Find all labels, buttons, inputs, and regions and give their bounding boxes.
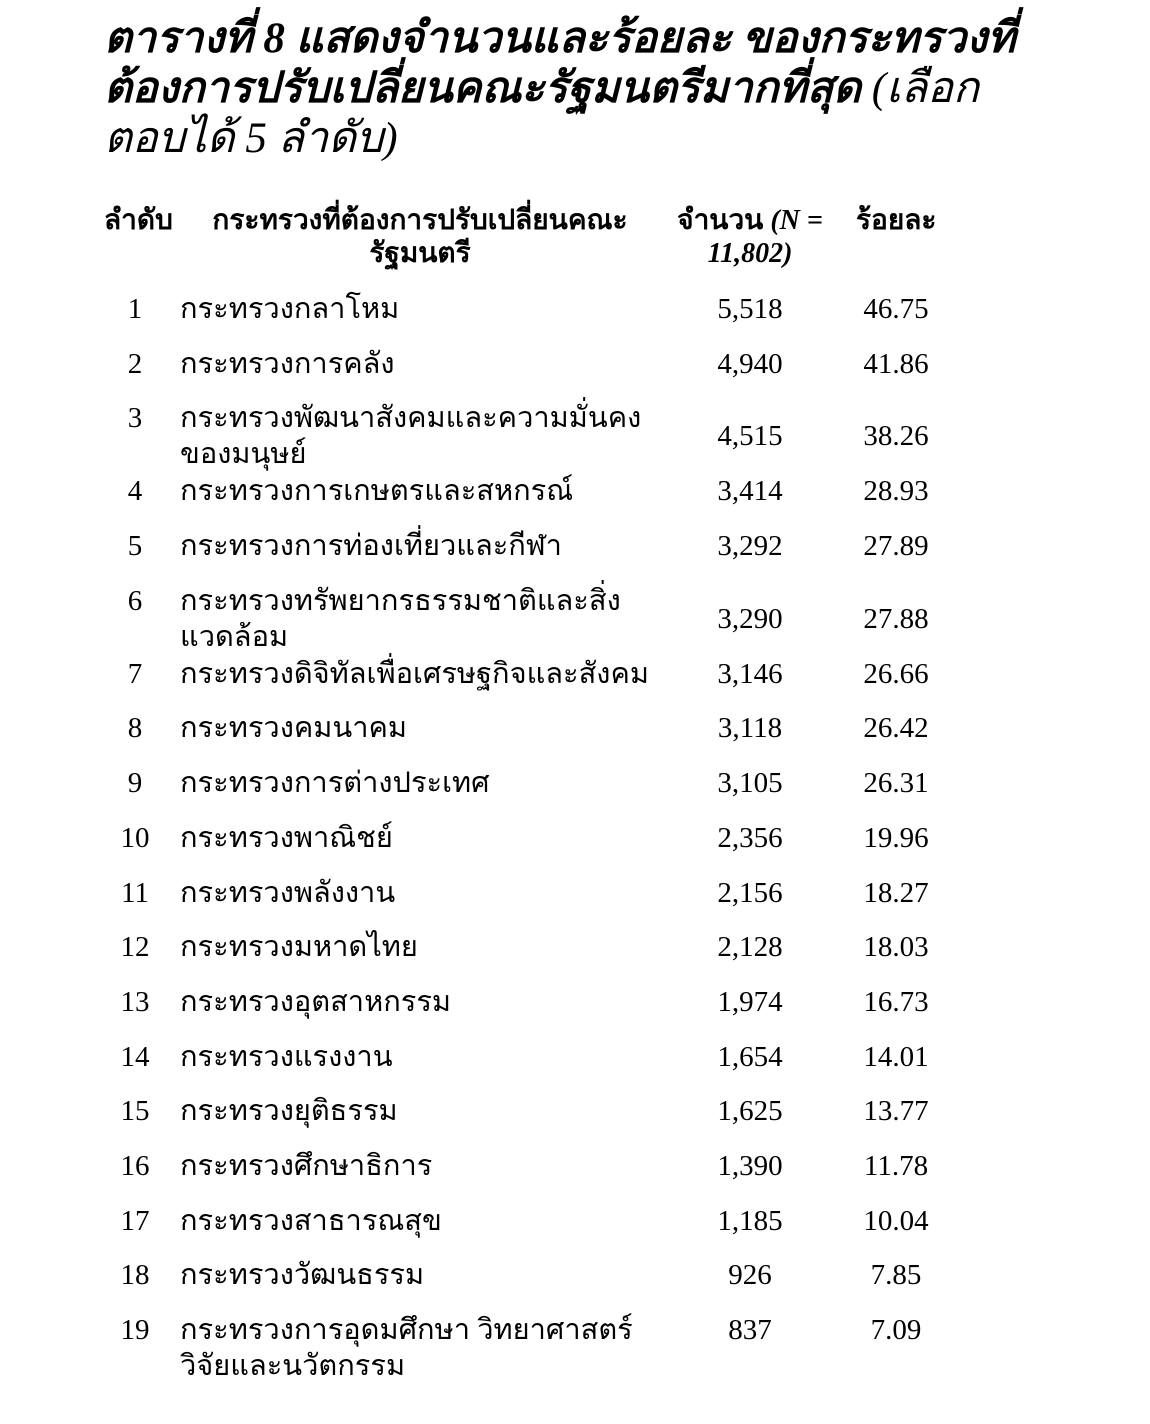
row-count: 1,185 [717, 1204, 783, 1237]
row-count: 3,118 [717, 712, 783, 745]
row-count: 1,390 [717, 1149, 783, 1182]
row-percent: 27.88 [863, 602, 929, 635]
table-row [104, 868, 1004, 923]
row-percent: 7.85 [870, 1259, 922, 1292]
row-ministry: กระทรวงดิจิทัลเพื่อเศรษฐกิจและสังคม [180, 657, 649, 690]
table-row [104, 922, 1004, 977]
row-rank: 1 [127, 293, 143, 325]
table-row [104, 576, 1004, 653]
row-percent: 18.03 [863, 931, 929, 964]
table-row [104, 649, 1004, 704]
table-row [104, 1305, 1004, 1382]
table-row [104, 1086, 1004, 1141]
row-percent: 46.75 [863, 293, 929, 325]
row-percent: 18.27 [863, 876, 929, 909]
header-count-label: จำนวน [677, 205, 764, 236]
header-count [670, 204, 830, 270]
row-rank: 12 [120, 931, 150, 964]
row-ministry: กระทรวงการเกษตรและสหกรณ์ [180, 475, 574, 508]
row-percent: 41.86 [863, 347, 929, 380]
row-rank: 7 [127, 657, 143, 690]
row-rank: 16 [120, 1149, 150, 1182]
row-ministry: กระทรวงการอุดมศึกษา วิทยาศาสตร์ วิจัยและนวัตกรรม [180, 1314, 633, 1382]
row-ministry: กระทรวงการต่างประเทศ [180, 767, 490, 800]
row-ministry: กระทรวงยุติธรรม [180, 1095, 398, 1128]
row-count: 3,292 [717, 530, 783, 563]
row-percent: 11.78 [863, 1149, 929, 1182]
row-count: 1,974 [717, 985, 783, 1018]
row-count: 3,414 [717, 475, 783, 508]
row-count: 3,290 [717, 602, 783, 635]
row-percent: 27.89 [863, 530, 929, 563]
row-rank: 4 [127, 475, 143, 508]
row-percent: 19.96 [863, 821, 929, 854]
row-percent: 13.77 [863, 1095, 929, 1128]
row-percent: 28.93 [863, 475, 929, 508]
row-rank: 3 [127, 402, 143, 435]
row-percent: 26.31 [863, 767, 929, 800]
row-rank: 8 [127, 712, 143, 745]
row-count: 926 [728, 1259, 772, 1292]
row-count: 2,356 [717, 821, 783, 854]
row-ministry: กระทรวงพาณิชย์ [180, 821, 393, 854]
table-row [104, 703, 1004, 758]
row-count: 2,128 [717, 931, 783, 964]
table-row [104, 466, 1004, 521]
row-count: 1,625 [717, 1095, 783, 1128]
row-rank: 15 [120, 1095, 150, 1128]
row-ministry: กระทรวงมหาดไทย [180, 931, 418, 964]
row-rank: 11 [121, 876, 149, 909]
document-page [104, 14, 1114, 1382]
row-count: 1,654 [717, 1040, 783, 1073]
table-row [104, 521, 1004, 576]
row-count: 4,940 [717, 347, 783, 380]
row-ministry: กระทรวงการท่องเที่ยวและกีฬา [180, 530, 562, 563]
row-percent: 16.73 [863, 985, 929, 1018]
row-rank: 2 [127, 347, 143, 380]
row-ministry: กระทรวงกลาโหม [180, 293, 400, 325]
table-row [104, 339, 1004, 394]
row-ministry: กระทรวงวัฒนธรรม [180, 1259, 425, 1292]
row-count: 2,156 [717, 876, 783, 909]
table-row [104, 1141, 1004, 1196]
caption-note: (เลือกตอบได้ 5 ลำดับ) [104, 65, 979, 162]
row-ministry: กระทรวงศึกษาธิการ [180, 1149, 433, 1182]
header-percent: ร้อยละ [856, 205, 937, 236]
row-percent: 26.66 [863, 657, 929, 690]
row-rank: 17 [120, 1204, 150, 1237]
table-row [104, 758, 1004, 813]
caption-title: ตารางที่ 8 แสดงจำนวนและร้อยละ ของกระทรวงที่ต้องการปรับเปลี่ยนคณะรัฐมนตรีมากที่สุด [104, 15, 1016, 112]
header-rank: ลำดับ [104, 205, 173, 236]
row-percent: 10.04 [863, 1204, 929, 1237]
table-caption [104, 14, 1034, 164]
table-row [104, 977, 1004, 1032]
row-rank: 6 [127, 584, 143, 617]
row-ministry: กระทรวงการคลัง [180, 347, 395, 380]
row-rank: 10 [120, 821, 150, 854]
row-rank: 13 [120, 985, 150, 1018]
table-row [104, 284, 1004, 339]
table-row [104, 813, 1004, 868]
row-ministry: กระทรวงพัฒนาสังคมและความมั่นคงของมนุษย์ [180, 402, 642, 471]
row-ministry: กระทรวงทรัพยากรธรรมชาติและสิ่งแวดล้อม [180, 584, 621, 653]
row-percent: 14.01 [863, 1040, 929, 1073]
row-rank: 14 [120, 1040, 150, 1073]
row-percent: 38.26 [863, 420, 929, 453]
row-ministry: กระทรวงแรงงาน [180, 1040, 393, 1073]
row-count: 3,105 [717, 767, 783, 800]
row-ministry: กระทรวงอุตสาหกรรม [180, 985, 452, 1018]
row-rank: 9 [127, 767, 143, 800]
table-row [104, 1196, 1004, 1251]
row-ministry: กระทรวงพลังงาน [180, 876, 396, 909]
table-row [104, 393, 1004, 471]
row-ministry: กระทรวงคมนาคม [180, 712, 407, 745]
table-body [104, 284, 1004, 1382]
row-percent: 26.42 [863, 712, 929, 745]
row-rank: 5 [127, 530, 143, 563]
table-row [104, 1250, 1004, 1305]
row-ministry: กระทรวงสาธารณสุข [180, 1204, 442, 1237]
row-rank: 18 [120, 1259, 150, 1292]
header-count-n: (N = 11,802) [707, 205, 823, 269]
row-count: 4,515 [717, 420, 783, 453]
table-row [104, 1032, 1004, 1087]
row-count: 5,518 [717, 293, 783, 325]
row-percent: 7.09 [870, 1314, 922, 1346]
row-count: 837 [728, 1314, 772, 1346]
header-ministry: กระทรวงที่ต้องการปรับเปลี่ยนคณะรัฐมนตรี [212, 205, 628, 269]
row-count: 3,146 [717, 657, 783, 690]
row-rank: 19 [120, 1314, 150, 1346]
